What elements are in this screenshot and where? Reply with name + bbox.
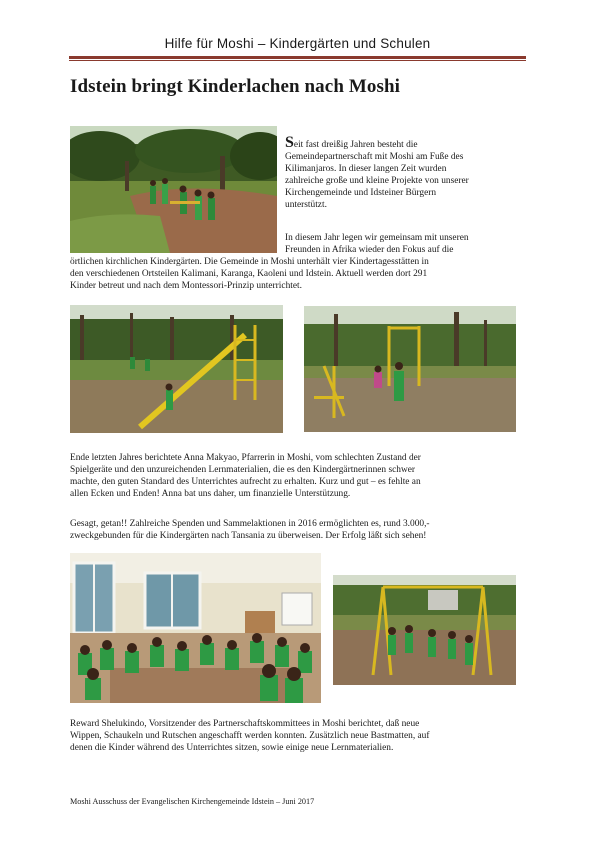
intro-line-5: Kirchengemeinde und Idsteiner Bürgern — [285, 188, 437, 198]
header-rule — [69, 56, 526, 59]
para4-line-2: zweckgebunden für die Kindergärten nach Tansania zu überweisen. Der Erfolg läßt sich sehen! — [70, 531, 427, 541]
para2-line-4: den verschiedenen Ortsteilen Kalimani, Karanga, Kaoleni und Idstein. Aktuell werden dort 291 — [70, 269, 428, 279]
intro-line-4: zahlreiche große und kleine Projekte von unserer — [285, 176, 469, 186]
result-paragraph — [70, 718, 530, 754]
intro-line-3: Kilimanjaros. In dieser langen Zeit wurden — [285, 164, 447, 174]
dropcap-letter: S — [285, 134, 294, 151]
para3-line-1: Ende letzten Jahres berichtete Anna Makyao, Pfarrerin in Moshi, vom schlechten Zustand der — [70, 453, 421, 463]
kindergarten-paragraph — [285, 232, 525, 256]
intro-line-6: unterstützt. — [285, 200, 327, 210]
article-title: Idstein bringt Kinderlachen nach Moshi — [70, 76, 401, 97]
para3-line-2: Spielgeräte und den unzureichenden Lernmaterialien, die es den Kindergärtnerinnen schwer — [70, 465, 415, 475]
intro-paragraph — [285, 134, 525, 211]
intro-line-1: Seit fast dreißig Jahren besteht die — [285, 134, 418, 151]
para2-line-1: In diesem Jahr legen wir gemeinsam mit unseren — [285, 233, 469, 243]
para2-line-3: örtlichen kirchlichen Kindergärten. Die Gemeinde in Moshi unterhält vier Kindertagesstätten in — [70, 257, 429, 267]
photo-swing-set — [333, 575, 516, 685]
page-footer: Moshi Ausschuss der Evangelischen Kirchengemeinde Idstein – Juni 2017 — [70, 797, 315, 806]
report-paragraph — [70, 452, 530, 500]
page-header: Hilfe für Moshi – Kindergärten und Schulen — [164, 36, 431, 51]
para3-line-3: machte, den guten Standard des Unterrichtes aufrecht zu erhalten. Kurz und gut – es fehlte an — [70, 477, 421, 487]
para3-line-4: allen Ecken und Enden! Anna bat uns daher, um finanzielle Unterstützung. — [70, 489, 351, 499]
photo-classroom — [70, 553, 321, 703]
donation-paragraph — [70, 518, 530, 542]
photo-yellow-slide — [70, 305, 283, 433]
para4-line-1: Gesagt, getan!! Zahlreiche Spenden und Sammelaktionen in 2016 ermöglichten es, rund 3.000,- — [70, 519, 430, 529]
para2-line-5: Kinder betreut und nach dem Montessori-Prinzip unterrichtet. — [70, 281, 302, 291]
para5-line-3: denen die Kinder während des Unterrichtes sitzen, sowie einige neue Lernmaterialien. — [70, 743, 394, 753]
photo-children-playground — [70, 126, 277, 253]
para5-line-1: Reward Shelukindo, Vorsitzender des Partnerschaftskommittees in Moshi berichtet, daß neue — [70, 719, 420, 729]
header-rule-thin — [69, 60, 526, 61]
para5-line-2: Wippen, Schaukeln und Rutschen angeschafft werden konnten. Zusätzlich neue Bastmatten, auf — [70, 731, 430, 741]
photo-playground-swing — [304, 306, 516, 432]
kindergarten-paragraph-full — [70, 256, 530, 292]
para2-line-2: Freunden in Afrika wieder den Fokus auf die — [285, 245, 454, 255]
intro-line-2: Gemeindepartnerschaft mit Moshi am Fuße des — [285, 152, 464, 162]
